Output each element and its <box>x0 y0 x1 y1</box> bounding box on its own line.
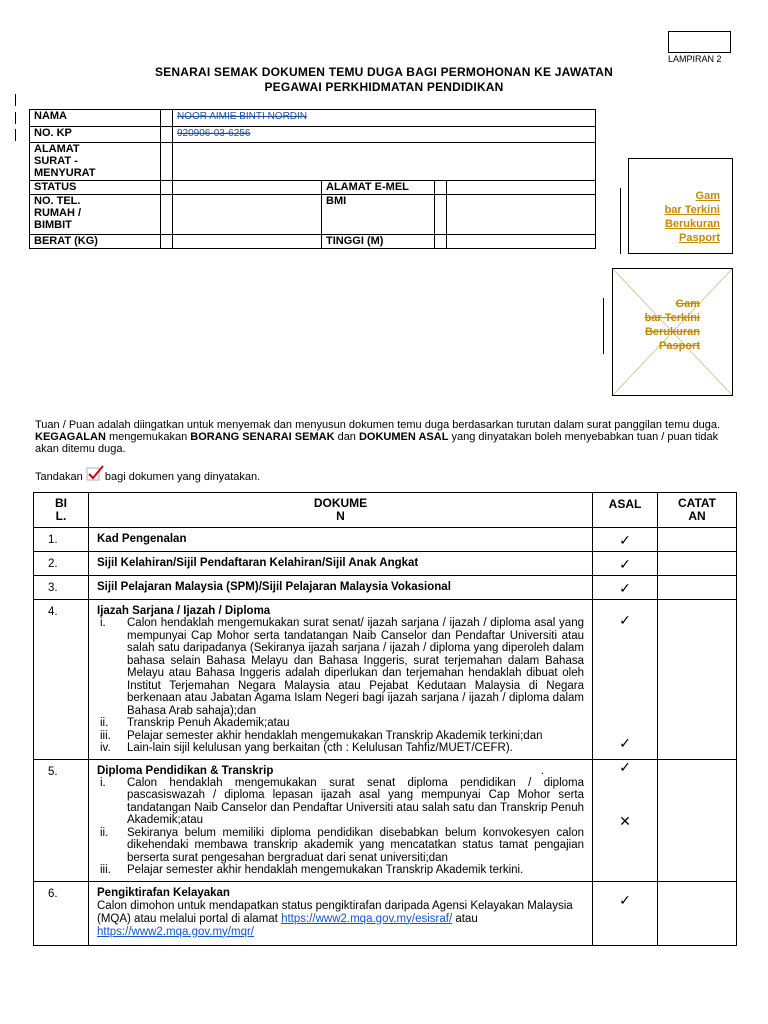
tel-value <box>173 195 322 235</box>
sublist <box>97 617 584 755</box>
alamat-value <box>173 143 596 181</box>
check-mark-icon: ✓ <box>593 881 658 945</box>
table-row: 4. Ijazah Sarjana / Ijazah / Diploma i. Calon hendaklah mengemukakan surat senat/ ijazah sarjana / ijazah / diploma asal yang mempunyai Cap Mohor serta tandatangan Naib Canselor dan Pendaftar Universiti atau salah satu daripadanya (Sekiranya ijazah sarjana / ijazah / diploma yang diperoleh dalam bahasa selain Bahasa Melayu dan Bahasa Inggeris, surat terjemahan dalam Bahasa Melayu atau Bahasa Inggeris adalah diperlukan dan terjemahan hendaklah dibuat oleh Institut Terjemahan Negara Malaysia atau Pejabat Kedutaan Malaysia di Negara berkenaan atau Jabatan Agama Islam Negeri bagi ijazah sarjana / ijazah / diploma dalam Bahasa Arab sahaja);dan ii. Transkrip Penuh Akademik;atau iii. Pelajar semester akhir hendaklah mengemukakan Transkrip Akademik terkini;dan iv. Lain-lain sijil kelulusan yang berkaitan (cth : Kelulusan Tahfiz/MUET/CEFR). ✓ ✓ ✓ <box>34 600 737 760</box>
mqa-esisraf-link[interactable]: https://www2.mqa.gov.my/esisraf/ <box>281 912 453 925</box>
check-mark-icon: ✓ <box>619 612 631 628</box>
tel-label-line2: RUMAH / <box>34 207 82 219</box>
photo-caption-struck <box>620 297 700 353</box>
lampiran-label: LAMPIRAN 2 <box>668 54 722 64</box>
check-mark-icon: ✓ <box>619 735 631 751</box>
photo-caption-line4: Pasport <box>659 340 700 352</box>
berat-label: BERAT (KG) <box>30 235 161 249</box>
list-item: iii. Pelajar semester akhir hendaklah mengemukakan Transkrip Akademik terkini;dan <box>100 729 543 742</box>
nama-label: NAMA <box>30 110 161 127</box>
dokumen-header: DOKUME N <box>89 493 593 528</box>
photo-caption-line2: bar Terkini <box>664 204 720 216</box>
document-checklist-table <box>33 492 737 946</box>
margin-mark <box>15 112 16 124</box>
margin-mark <box>15 129 16 141</box>
catatan-header: CATAT AN <box>658 493 737 528</box>
photo-caption <box>640 189 720 245</box>
photo-caption-line4: Pasport <box>679 232 720 244</box>
photo-caption-line3: Berukuran <box>644 326 700 338</box>
tinggi-label: TINGGI (M) <box>322 235 435 249</box>
status-value <box>173 181 322 195</box>
list-item: iv. Lain-lain sijil kelulusan yang berkaitan (cth : Kelulusan Tahfiz/MUET/CEFR). <box>100 742 513 754</box>
photo-caption-line1: Gam <box>675 298 700 310</box>
sublist <box>97 777 584 877</box>
tandakan-instruction: Tandakan bagi dokumen yang dinyatakan. <box>35 468 260 483</box>
tel-label-line3: BIMBIT <box>34 219 72 231</box>
applicant-info-table <box>29 109 596 249</box>
page-title-line2: PEGAWAI PERKHIDMATAN PENDIDIKAN <box>264 80 504 94</box>
instructions-paragraph: Tuan / Puan adalah diingatkan untuk menyemak dan menyusun dokumen temu duga berdasarkan turutan dalam surat panggilan temu duga. KEGAGALAN mengemukakan BORANG SENARAI SEMAK dan DOKUMEN ASAL yang dinyatakan boleh menyebabkan tuan / puan tidak akan ditemu duga. <box>35 419 721 455</box>
check-mark-icon: ✓ <box>593 576 658 600</box>
photo-caption-line3: Berukuran <box>664 218 720 230</box>
table-row: 1. Kad Pengenalan ✓ <box>34 528 737 552</box>
nama-value: NOOR AIMIE BINTI NORDIN <box>177 111 308 122</box>
nokp-value-cell <box>173 127 596 143</box>
list-item: i. Calon hendaklah mengemukakan surat senat diploma pendidikan / diploma pascasiswazah / diploma lepasan ijazah asal yang mempunyai Cap Mohor serta tandatangan Naib Canselor dan Pendaftar Universiti atau salah satu dan Transkrip Penuh Akademik;atau <box>100 776 584 826</box>
photo-caption-line1: Gam <box>695 190 720 202</box>
nokp-value: 920906-03-6256 <box>177 128 251 139</box>
alamat-label-line1: ALAMAT <box>34 143 80 155</box>
table-row: 5. Diploma Pendidikan & Transkrip . i. Calon hendaklah mengemukakan surat senat diploma pendidikan / diploma pascasiswazah / diploma lepasan ijazah asal yang mempunyai Cap Mohor serta tandatangan Naib Canselor dan Pendaftar Universiti atau salah satu dan Transkrip Penuh Akademik;atau ii. Sekiranya belum memiliki diploma pendidikan disebabkan belum konvokesyen calon dikehendaki membawa transkrip akademik yang mencatatkan status tamat pengajian berserta surat pengesahan bergraduat dari senat universiti;dan iii. Pelajar semester akhir hendaklah mengemukakan Transkrip Akademik terkini. ✕ <box>34 759 737 881</box>
tel-label <box>30 195 161 235</box>
alamat-label-line3: MENYURAT <box>34 167 96 179</box>
mqa-mqr-link[interactable]: https://www2.mqa.gov.my/mqr/ <box>97 925 254 938</box>
berat-value <box>173 235 322 249</box>
bil-header: BI L. <box>34 493 89 528</box>
alamat-label-line2: SURAT - <box>34 155 78 167</box>
page-title-line1: SENARAI SEMAK DOKUMEN TEMU DUGA BAGI PERMOHONAN KE JAWATAN <box>154 65 614 79</box>
red-check-icon <box>86 468 102 482</box>
nama-value-cell <box>173 110 596 127</box>
check-mark-icon: ✓ <box>619 759 631 775</box>
table-row: 2. Sijil Kelahiran/Sijil Pendaftaran Kelahiran/Sijil Anak Angkat ✓ <box>34 552 737 576</box>
asal-header: ASAL <box>593 493 658 528</box>
tel-label-line1: NO. TEL. <box>34 195 81 207</box>
margin-mark <box>620 188 621 254</box>
status-label: STATUS <box>30 181 161 195</box>
list-item: i. Calon hendaklah mengemukakan surat senat/ ijazah sarjana / ijazah / diploma asal yang mempunyai Cap Mohor serta tandatangan Naib Canselor dan Pendaftar Universiti atau salah satu daripadanya (Sekiranya ijazah sarjana / ijazah / diploma yang diperoleh dalam bahasa selain Bahasa Melayu dan Bahasa Inggeris, surat terjemahan dalam Bahasa Melayu atau Bahasa Inggeris adalah diperlukan dan terjemahan hendaklah dibuat oleh Institut Terjemahan Negara Malaysia atau Pejabat Kedutaan Malaysia di Negara berkenaan atau Jabatan Agama Islam Negeri bagi ijazah sarjana / ijazah / diploma dalam Bahasa Arab sahaja);dan <box>100 617 584 717</box>
check-mark-icon: ✓ <box>593 552 658 576</box>
bmi-value <box>447 195 596 235</box>
list-item: ii. Sekiranya belum memiliki diploma pendidikan disebabkan belum konvokesyen calon dikehendaki membawa transkrip akademik yang mencatatkan status tamat pengajian berserta surat pengesahan bergraduat dari senat universiti;dan <box>100 826 584 864</box>
email-value <box>447 181 596 195</box>
lampiran-box <box>668 31 731 53</box>
alamat-label <box>30 143 161 181</box>
cross-mark-icon: ✕ <box>593 759 658 881</box>
email-label: ALAMAT E-MEL <box>322 181 435 195</box>
photo-caption-line2: bar Terkini <box>644 312 700 324</box>
margin-mark <box>603 298 604 354</box>
table-row: 6. Pengiktirafan Kelayakan Calon dimohon untuk mendapatkan status pengiktirafan daripada Agensi Kelayakan Malaysia (MQA) atau melalui portal di alamat https://www2.mqa.gov.my/esisraf/ atau https://www2.mqa.gov.my/mqr/ ✓ <box>34 881 737 945</box>
check-mark-icon: ✓ <box>593 528 658 552</box>
margin-mark <box>15 94 16 106</box>
list-item: iii. Pelajar semester akhir hendaklah mengemukakan Transkrip Akademik terkini. <box>100 864 524 876</box>
list-item: ii. Transkrip Penuh Akademik;atau <box>100 717 290 729</box>
nokp-label: NO. KP <box>30 127 161 143</box>
table-row: 3. Sijil Pelajaran Malaysia (SPM)/Sijil Pelajaran Malaysia Vokasional ✓ <box>34 576 737 600</box>
bmi-label: BMI <box>322 195 435 235</box>
tinggi-value <box>447 235 596 249</box>
